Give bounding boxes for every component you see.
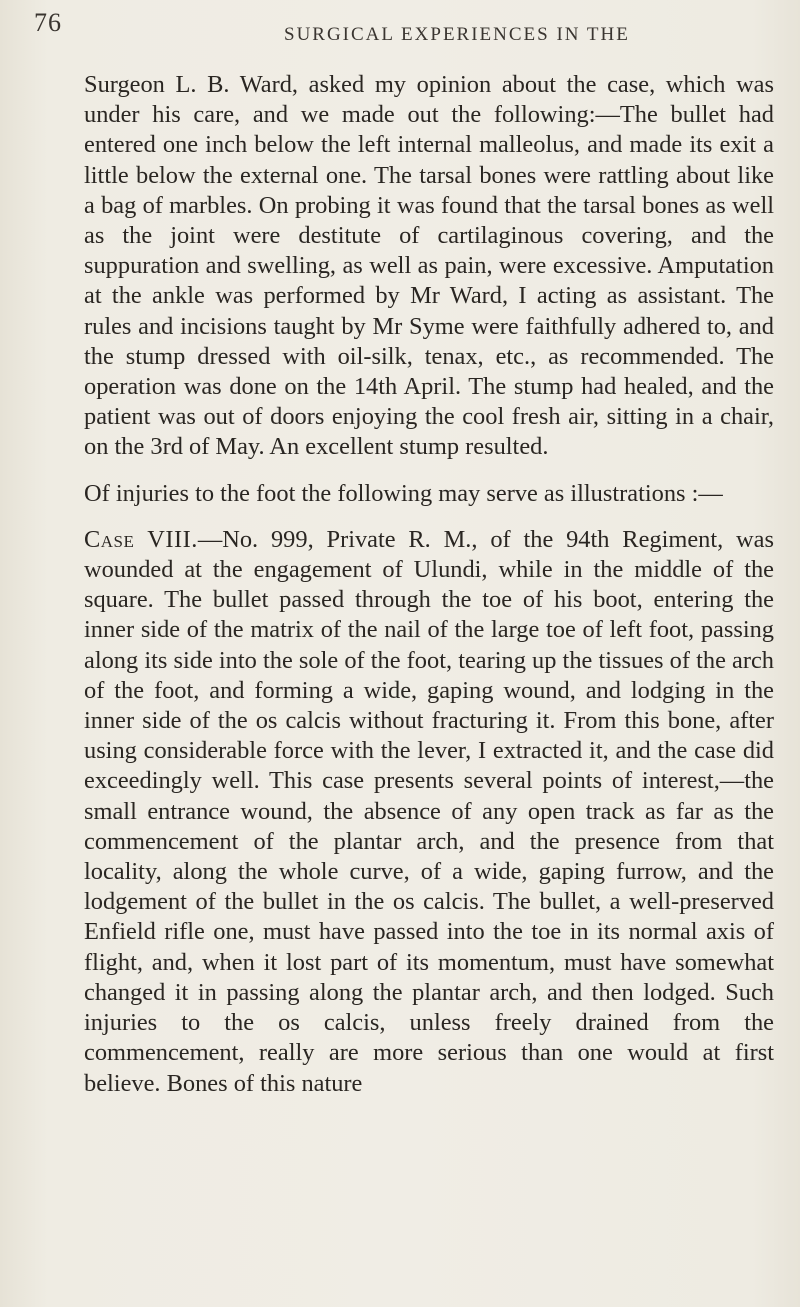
page-header [34,8,774,48]
running-head: SURGICAL EXPERIENCES IN THE [284,24,630,45]
paragraph-case-viii [84,525,774,1099]
paragraph-foot-injuries-intro: Of injuries to the foot the following may serve as illustrations :— [84,479,723,507]
case-heading: Case VIII. [84,525,198,553]
body-text [84,70,774,1099]
paragraph-ward-case: Surgeon L. B. Ward, asked my opinion about the case, which was under his care, and we made out the following:—The bullet had entered one inch below the left internal malleolus, and made its exit a little below the external one. The tarsal bones were rattling about like a bag of marbles. On probing it was found that the tarsal bones as well as the joint were destitute of cartilaginous covering, and the suppuration and swelling, as well as pain, were excessive. Amputation at the ankle was performed by Mr Ward, I acting as assistant. The rules and incisions taught by Mr Syme were faithfully adhered to, and the stump dressed with oil-silk, tenax, etc., as recommended. The operation was done on the 14th April. The stump had healed, and the patient was out of doors enjoying the cool fresh air, sitting in a chair, on the 3rd of May. An excellent stump resulted. [84,71,774,461]
case-viii-text: —No. 999, Private R. M., of the 94th Regiment, was wounded at the engagement of Ulundi, while in the middle of the square. The bullet passed through the toe of his boot, entering the inner side of the matrix of the nail of the large toe of left foot, passing along its side into the sole of the foot, tearing up the tissues of the arch of the foot, and forming a wide, gaping wound, and lodging in the inner side of the os calcis without fracturing it. From this bone, after using considerable force with the lever, I extracted it, and the case did exceedingly well. This case presents several points of interest,—the small entrance wound, the absence of any open track as far as the commencement of the plantar arch, and the presence from that locality, along the whole curve, of a wide, gaping furrow, and the lodgement of the bullet in the os calcis. The bullet, a well-preserved Enfield rifle one, must have passed into the toe in its normal axis of flight, and, when it lost part of its momentum, must have somewhat changed it in passing along the plantar arch, and then lodged. Such injuries to the os calcis, unless freely drained from the commencement, really are more serious than one would at first believe. Bones of this nature [84,525,774,1097]
page-number: 76 [34,8,62,37]
